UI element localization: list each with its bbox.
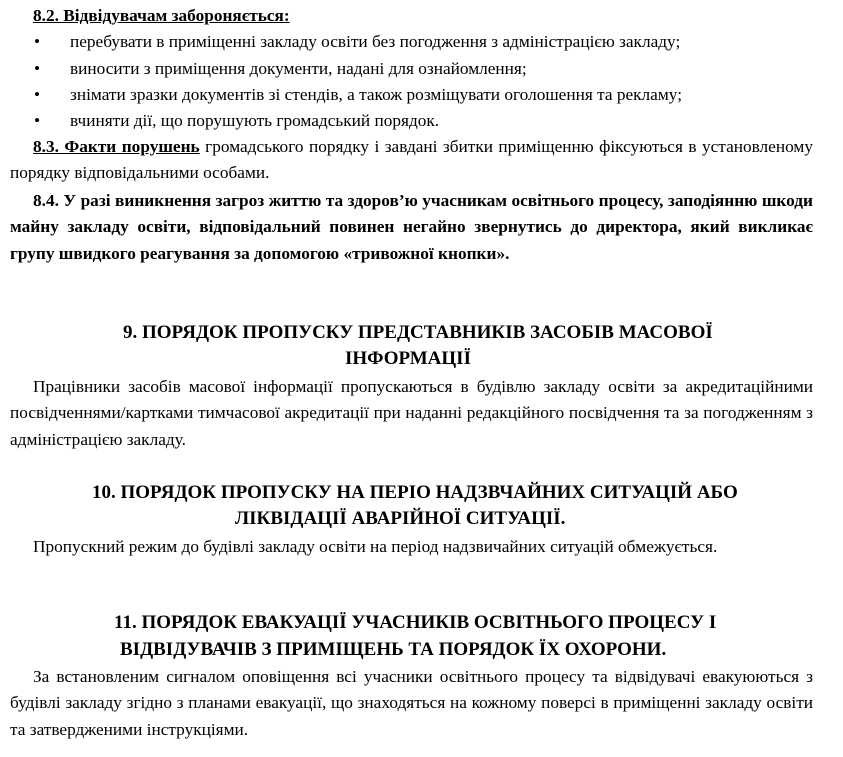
bullet-icon: • xyxy=(34,111,41,131)
list-item-text: знімати зразки документів зі стендів, а також розміщувати оголошення та рекламу; xyxy=(70,84,682,104)
section-8-3-text: громадського порядку і завдані збитки приміщенню фіксуються в установленому порядку відповідальними особами. xyxy=(10,137,813,183)
section-8-3-label: 8.3. Факти порушень xyxy=(33,137,200,156)
section-10-title-line1: 10. ПОРЯДОК ПРОПУСКУ НА ПЕРІО НАДЗВЧАЙНИХ СИТУАЦІЙ АБО xyxy=(92,482,738,503)
section-11-text: За встановленим сигналом оповіщення всі учасники освітнього процесу та відвідувачі евакуюються з будівлі закладу згідно з планами евакуації, що знаходяться на кожному поверсі в приміщенні закладу освіти та затвердженими інструкціями. xyxy=(10,667,813,739)
section-8-2-heading: 8.2. Відвідувачам забороняється: xyxy=(33,6,290,25)
section-8-3 xyxy=(10,134,813,187)
section-9-title-line1: 9. ПОРЯДОК ПРОПУСКУ ПРЕДСТАВНИКІВ ЗАСОБІВ МАСОВОЇ xyxy=(123,322,713,343)
section-8-4: 8.4. У разі виникнення загроз життю та здоров’ю учасникам освітнього процесу, заподіянню шкоди майну закладу освіти, відповідальний повинен негайно звернутись до директора, який викликає групу швидкого реагування за допомогою «тривожної кнопки». xyxy=(10,191,813,263)
list-item-text: перебувати в приміщенні закладу освіти без погодження з адміністрацією закладу; xyxy=(70,32,681,52)
list-item xyxy=(10,56,813,82)
section-10-text: Пропускний режим до будівлі закладу освіти на період надзвичайних ситуацій обмежується. xyxy=(33,537,718,556)
section-11-title-line2: ВІДВІДУВАЧІВ З ПРИМІЩЕНЬ ТА ПОРЯДОК ЇХ ОХОРОНИ. xyxy=(120,639,667,660)
list-item xyxy=(10,108,813,134)
bullet-icon: • xyxy=(34,84,41,104)
section-11-title-line1: 11. ПОРЯДОК ЕВАКУАЦІЇ УЧАСНИКІВ ОСВІТНЬОГО ПРОЦЕСУ І xyxy=(114,612,717,633)
bullet-icon: • xyxy=(34,32,41,52)
section-9-text: Працівники засобів масової інформації пропускаються в будівлю закладу освіти за акредитаційними посвідченнями/картками тимчасової акредитації при наданні редакційного посвідчення та за погодженням з адміністрацією закладу. xyxy=(10,377,813,449)
list-item-text: виносити з приміщення документи, надані для ознайомлення; xyxy=(70,58,527,78)
list-item xyxy=(10,82,813,108)
list-item-text: вчиняти дії, що порушують громадський порядок. xyxy=(70,111,440,131)
list-item xyxy=(10,29,813,55)
bullet-icon: • xyxy=(34,58,41,78)
section-9-title-line2: ІНФОРМАЦІЇ xyxy=(345,348,471,369)
section-8-2 xyxy=(10,3,813,134)
section-10-title-line2: ЛІКВІДАЦІЇ АВАРІЙНОЇ СИТУАЦІЇ. xyxy=(235,508,566,529)
